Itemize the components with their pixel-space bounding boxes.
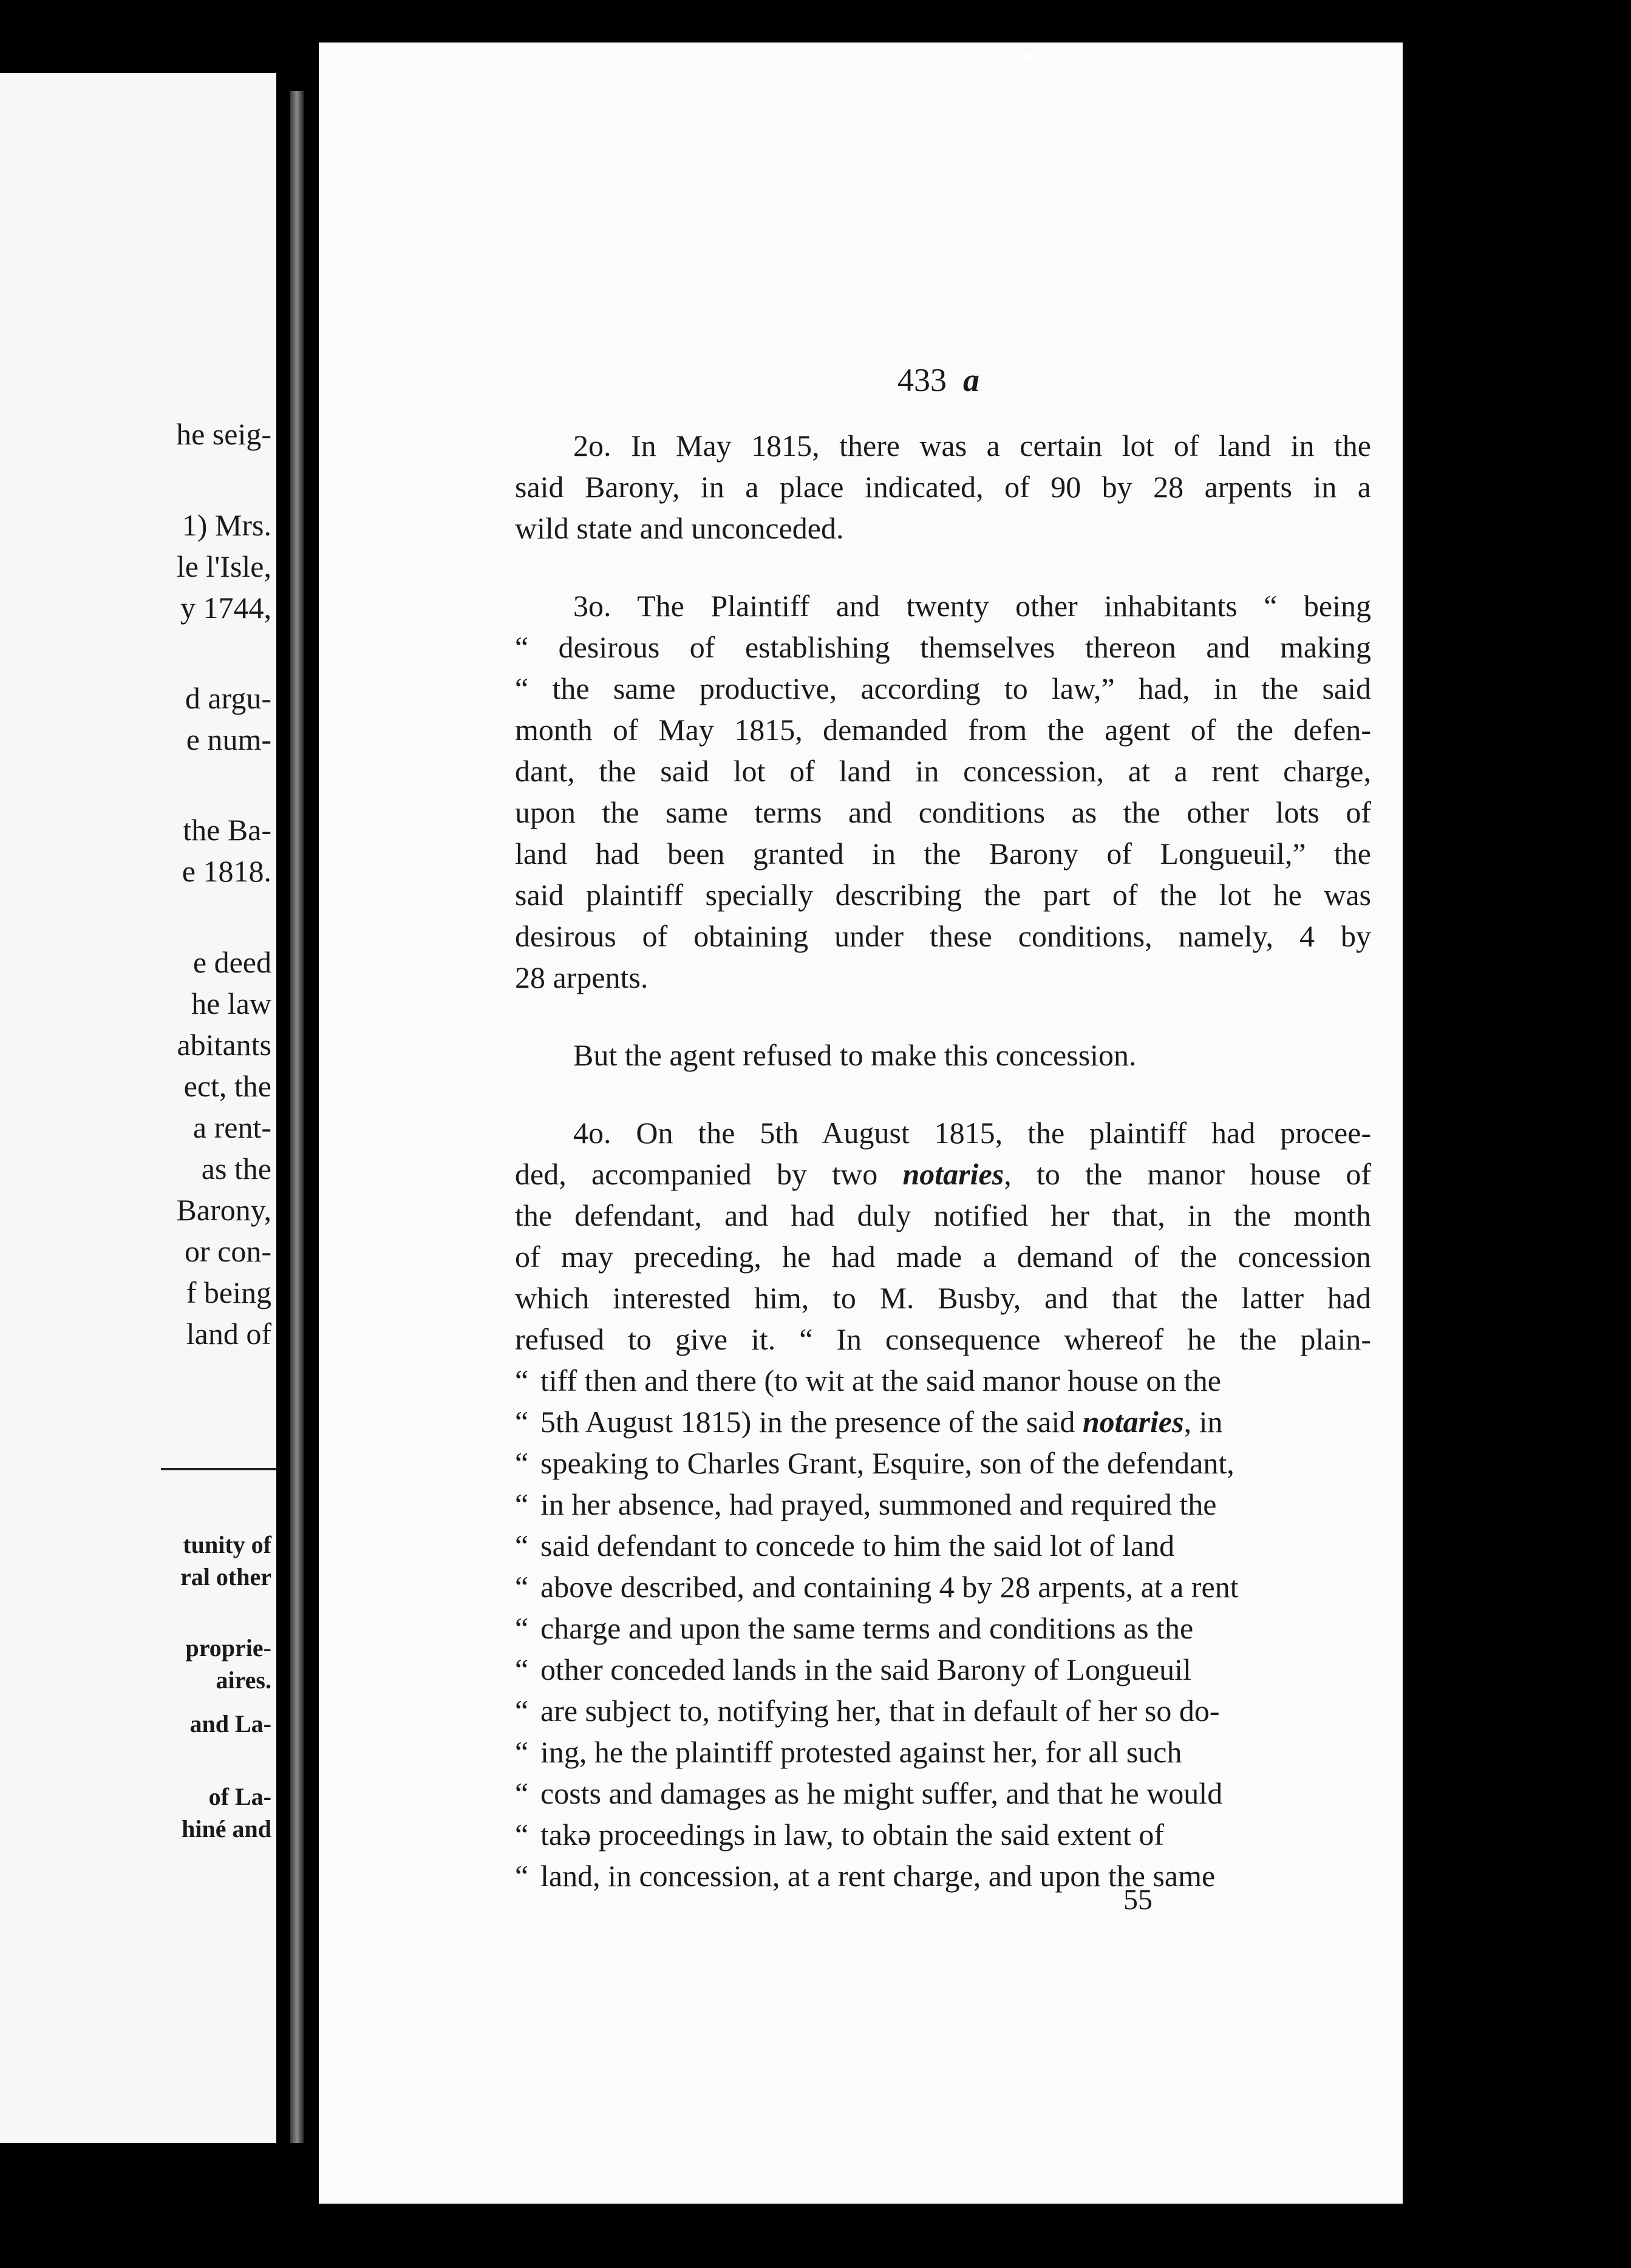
text-line: refused to give it. “ In consequence whereof he the plain- <box>515 1322 1371 1356</box>
quote-mark: “ <box>515 1529 529 1563</box>
left-fragment: 1) Mrs. <box>182 508 271 542</box>
text-line: 3o. The Plaintiff and twenty other inhabitants “ being <box>573 589 1371 623</box>
text-line: which interested him, to M. Busby, and that the latter had <box>515 1281 1371 1315</box>
text-line: “ charge and upon the same terms and conditions as the <box>515 1608 1371 1649</box>
left-note: and La- <box>189 1710 271 1737</box>
left-fragment: f being <box>186 1275 271 1309</box>
left-fragment: a rent- <box>192 1110 271 1144</box>
left-note: hiné and <box>182 1815 271 1842</box>
quote-mark: “ <box>515 1694 529 1728</box>
text-line: “ in her absence, had prayed, summoned and required the <box>515 1484 1371 1525</box>
text-line: of may preceding, he had made a demand of the concession <box>515 1240 1371 1274</box>
left-note: ral other <box>180 1563 271 1591</box>
text-line: wild state and unconceded. <box>515 511 844 545</box>
text-line: “ above described, and containing 4 by 28 arpents, at a rent <box>515 1566 1371 1608</box>
text-line: “ other conceded lands in the said Barony of Longueuil <box>515 1649 1371 1690</box>
left-note: aires. <box>216 1666 271 1694</box>
left-fragment: he seig- <box>176 417 271 451</box>
text-line: said plaintiff specially describing the part of the lot he was <box>515 878 1371 912</box>
left-fragment: le l'Isle, <box>176 549 271 583</box>
paragraph-3o <box>515 585 1371 998</box>
body-text <box>515 425 1371 1896</box>
quote-mark: “ <box>515 1652 529 1686</box>
page-number <box>897 361 979 399</box>
left-fragment: he law <box>191 986 271 1020</box>
text-line: said Barony, in a place indicated, of 90 by 28 arpents in a <box>515 470 1371 504</box>
left-note: tunity of <box>183 1531 271 1558</box>
page-number-suffix: a <box>963 362 979 398</box>
text-line: desirous of obtaining under these conditions, namely, 4 by <box>515 919 1371 953</box>
footnote-rule <box>161 1468 276 1470</box>
quote-mark: “ <box>515 1818 529 1852</box>
left-fragment: the Ba- <box>183 813 271 847</box>
left-fragment: e 1818. <box>182 854 271 888</box>
text-line: 28 arpents. <box>515 960 649 994</box>
text-line: 4o. On the 5th August 1815, the plaintiff had procee- <box>573 1116 1371 1150</box>
notaries-emphasis: notaries <box>902 1157 1004 1191</box>
quote-mark: “ <box>515 1363 529 1397</box>
text-line: the defendant, and had duly notified her that, in the month <box>515 1198 1371 1232</box>
left-fragment: land of <box>186 1317 271 1351</box>
quote-mark: “ <box>515 1487 529 1521</box>
quote-mark: “ <box>515 1735 529 1769</box>
paragraph-2o <box>515 425 1371 549</box>
text-line: upon the same terms and conditions as the other lots of <box>515 795 1371 829</box>
text-line: ded, accompanied by two notaries, to the manor house of <box>515 1157 1372 1191</box>
text-line: dant, the said lot of land in concession, at a rent charge, <box>515 754 1371 788</box>
left-note: proprie- <box>185 1634 271 1662</box>
quote-mark: “ <box>515 1776 529 1810</box>
left-fragment: d argu- <box>185 681 271 715</box>
text-line: land had been granted in the Barony of Longueuil,” the <box>515 837 1371 871</box>
dust-speck <box>1023 53 1032 62</box>
left-fragment: or con- <box>185 1234 271 1268</box>
text-line: “ the same productive, according to law,” had, in the said <box>515 671 1371 705</box>
text-line: 2o. In May 1815, there was a certain lot of land in the <box>573 429 1371 463</box>
quote-mark: “ <box>515 1570 529 1604</box>
notaries-emphasis: notaries <box>1082 1405 1184 1439</box>
left-fragment: ect, the <box>183 1069 271 1103</box>
text-line-refused: But the agent refused to make this concession. <box>573 1038 1137 1072</box>
text-line: “ ing, he the plaintiff protested against her, for all such <box>515 1731 1371 1773</box>
text-line: “ speaking to Charles Grant, Esquire, son of the defendant, <box>515 1442 1371 1484</box>
text-line: “ tiff then and there (to wit at the said manor house on the <box>515 1360 1371 1401</box>
text-line: “ 5th August 1815) in the presence of the said notaries, in <box>515 1401 1371 1442</box>
book-spine <box>290 91 304 2143</box>
text-line: “ desirous of establishing themselves thereon and making <box>515 630 1371 664</box>
quote-mark: “ <box>515 1611 529 1645</box>
left-fragment: abitants <box>177 1028 271 1062</box>
text-line: “ said defendant to concede to him the said lot of land <box>515 1525 1371 1566</box>
left-fragment: y 1744, <box>180 591 271 625</box>
quote-mark: “ <box>515 1446 529 1480</box>
text-line: “ costs and damages as he might suffer, and that he would <box>515 1773 1371 1814</box>
left-fragment: Barony, <box>176 1193 271 1227</box>
left-fragment: as the <box>201 1152 271 1186</box>
paragraph-4o <box>515 1112 1371 1896</box>
text-line: “ are subject to, notifying her, that in default of her so do- <box>515 1690 1371 1731</box>
quote-mark: “ <box>515 1859 529 1893</box>
printer-signature: 55 <box>1123 1884 1153 1916</box>
left-page-fragment <box>0 73 276 2143</box>
page-number-digits: 433 <box>897 362 947 398</box>
text-line: “ land, in concession, at a rent charge, and upon the same <box>515 1855 1371 1896</box>
left-fragment: e num- <box>186 722 271 756</box>
left-note: of La- <box>208 1783 271 1810</box>
left-fragment: e deed <box>192 945 271 979</box>
text-line: month of May 1815, demanded from the agent of the defen- <box>515 713 1371 747</box>
text-line: “ takə proceedings in law, to obtain the said extent of <box>515 1814 1371 1855</box>
quote-mark: “ <box>515 1405 529 1439</box>
